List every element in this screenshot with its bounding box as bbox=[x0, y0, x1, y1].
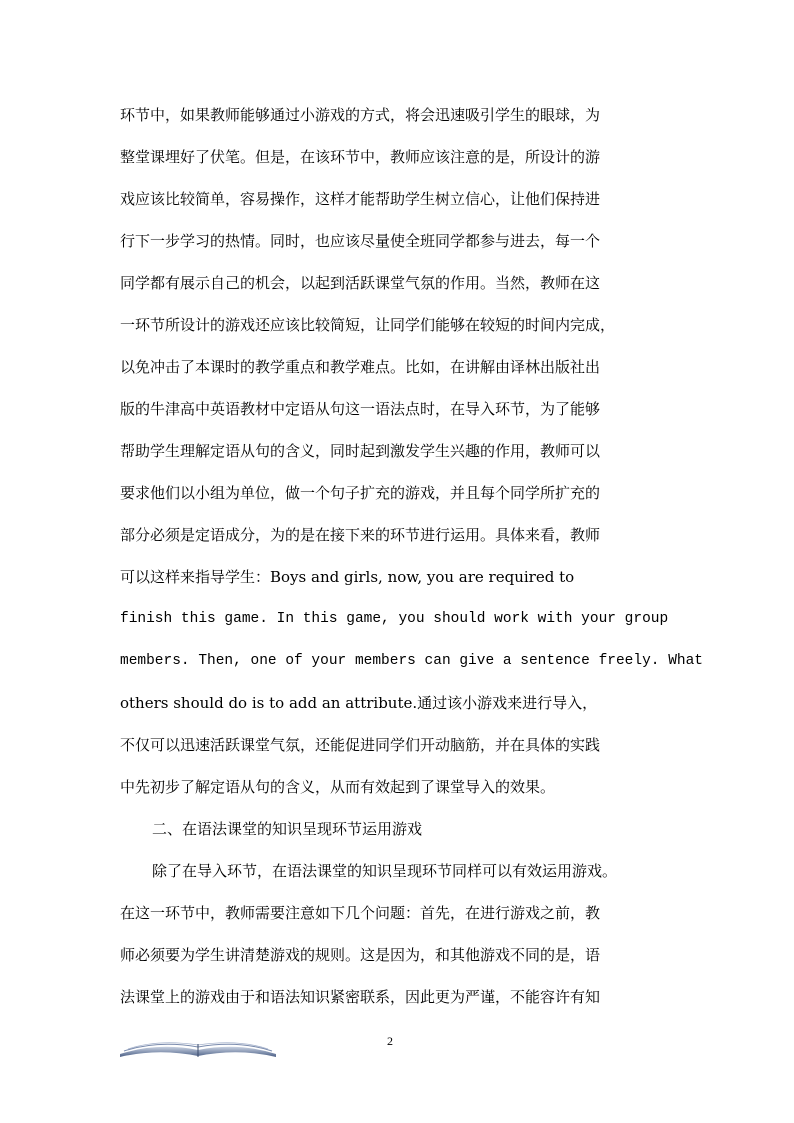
text-line: 中先初步了解定语从句的含义，从而有效起到了课堂导入的效果。 bbox=[120, 778, 556, 796]
text-line: others should do is to add an attribute.通过该小游戏来进行导入， bbox=[120, 694, 598, 712]
text-line: 戏应该比较简单，容易操作，这样才能帮助学生树立信心，让他们保持进 bbox=[120, 190, 601, 208]
text-line: 不仅可以迅速活跃课堂气氛，还能促进同学们开动脑筋，并在具体的实践 bbox=[120, 736, 601, 754]
text-line: members. Then, one of your members can give a sentence freely. What bbox=[120, 653, 703, 669]
text-line: 可以这样来指导学生：Boys and girls, now, you are required to bbox=[120, 568, 575, 586]
text-line: 同学都有展示自己的机会，以起到活跃课堂气氛的作用。当然，教师在这 bbox=[120, 274, 601, 292]
text-line: 部分必须是定语成分，为的是在接下来的环节进行运用。具体来看，教师 bbox=[120, 526, 601, 544]
text-line: 要求他们以小组为单位，做一个句子扩充的游戏，并且每个同学所扩充的 bbox=[120, 484, 601, 502]
text-line: 行下一步学习的热情。同时，也应该尽量使全班同学都参与进去，每一个 bbox=[120, 232, 601, 250]
text-line: 在这一环节中，教师需要注意如下几个问题：首先，在进行游戏之前，教 bbox=[120, 904, 601, 922]
text-line: 师必须要为学生讲清楚游戏的规则。这是因为，和其他游戏不同的是，语 bbox=[120, 946, 601, 964]
page-number: 2 bbox=[387, 1034, 393, 1048]
section-heading: 二、在语法课堂的知识呈现环节运用游戏 bbox=[152, 820, 423, 838]
text-line: 帮助学生理解定语从句的含义，同时起到激发学生兴趣的作用，教师可以 bbox=[120, 442, 601, 460]
text-line: 整堂课埋好了伏笔。但是，在该环节中，教师应该注意的是，所设计的游 bbox=[120, 148, 601, 166]
text-line: finish this game. In this game, you should work with your group bbox=[120, 611, 669, 627]
text-line: 以免冲击了本课时的教学重点和教学难点。比如，在讲解由译林出版社出 bbox=[120, 358, 601, 376]
text-line: 环节中，如果教师能够通过小游戏的方式，将会迅速吸引学生的眼球，为 bbox=[120, 106, 601, 124]
text-line: 法课堂上的游戏由于和语法知识紧密联系，因此更为严谨，不能容许有知 bbox=[120, 988, 601, 1006]
text-line: 一环节所设计的游戏还应该比较简短，让同学们能够在较短的时间内完成， bbox=[120, 316, 616, 334]
text-line: 版的牛津高中英语教材中定语从句这一语法点时，在导入环节，为了能够 bbox=[120, 400, 601, 418]
open-book-icon bbox=[118, 1036, 278, 1060]
text-line: 除了在导入环节，在语法课堂的知识呈现环节同样可以有效运用游戏。 bbox=[152, 862, 618, 880]
